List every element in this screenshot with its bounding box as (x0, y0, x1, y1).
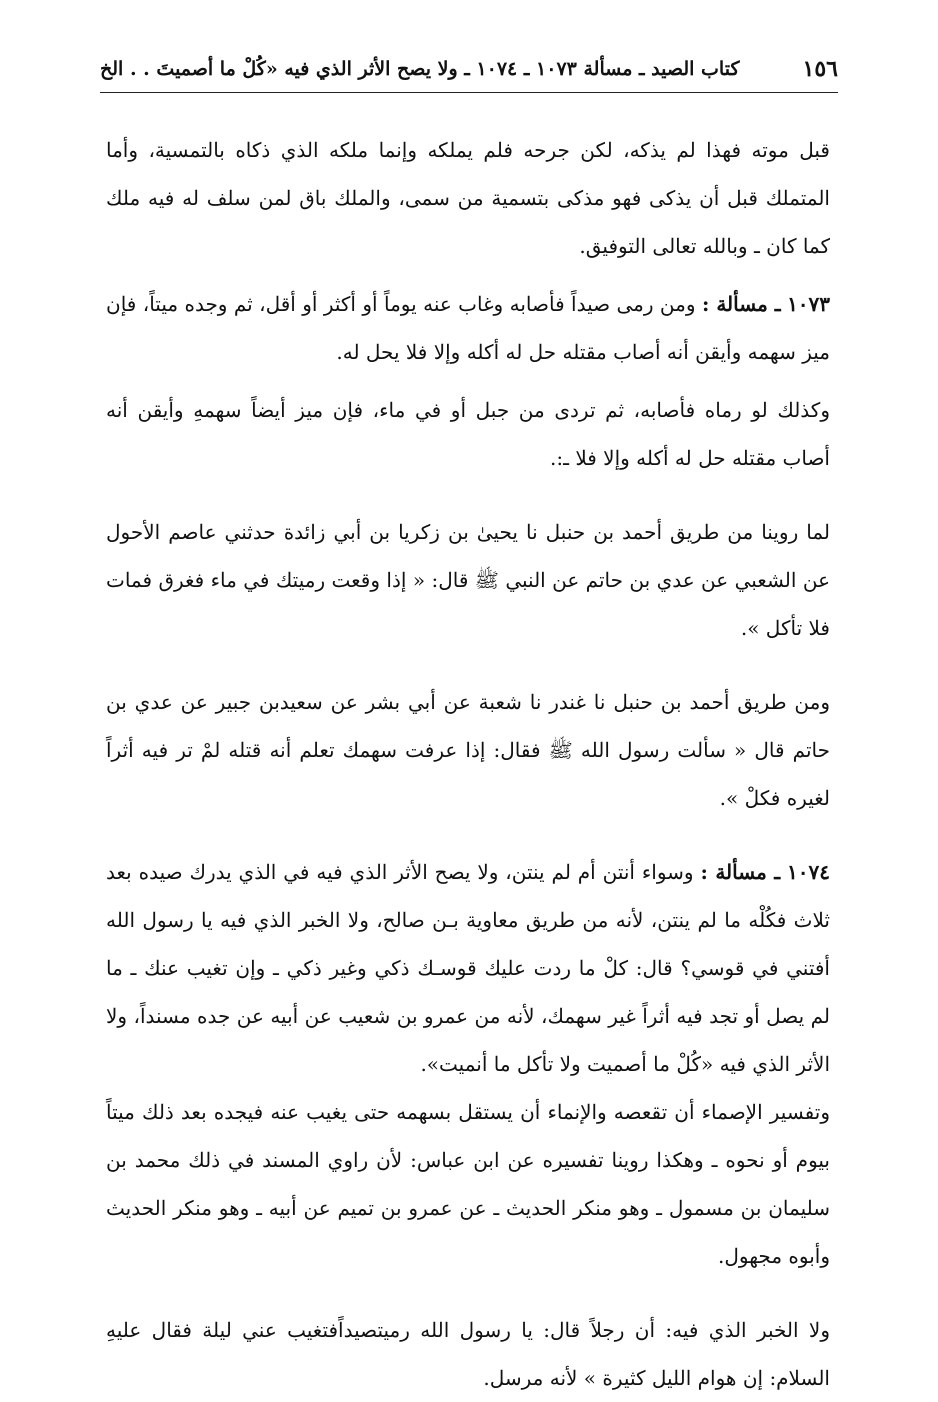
paragraph-1 (106, 126, 830, 270)
paragraph-text: وسواء أنتن أم لم ينتن، ولا يصح الأثر الذي فيه في الذي يدرك صيده بعد ثلاث فكُلْه ما لم ينتن، لأنه من طريق معاوية بـن صالح، ولا الخبر الذي فيه يا رسول الله أفتني في قوسي؟ قال: كلْ ما ردت عليك قوسـك ذكي وغير ذكي ـ وإن تغيب عنك ـ ما لم يصل أو تجد فيه أثراً غير سهمك، لأنه من عمرو بن شعيب عن أبيه عن جده مسنداً، ولا الأثر الذي فيه «كُلْ ما أصميت ولا تأكل ما أنميت». (106, 860, 831, 1076)
page-number: ١٥٦ (802, 56, 838, 82)
paragraph-text: لما روينا من طريق أحمد بن حنبل نا يحيىٰ بن زكريا بن أبي زائدة حدثني عاصم الأحول عن الشعبي عن عدي بن حاتم عن النبي ﷺ قال: « إذا وقعت رميتك في ماء فغرق فمات فلا تأكل ». (106, 520, 830, 640)
masala-1074-paragraph (106, 848, 830, 1088)
masala-1073-paragraph (106, 280, 830, 376)
paragraph-text: ومن طريق أحمد بن حنبل نا غندر نا شعبة عن أبي بشر عن سعيدبن جبير عن عدي بن حاتم قال « سألت رسول الله ﷺ فقال: إذا عرفت سهمك تعلم أنه قتله لمْ تر فيه أثراً لغيره فكلْ ». (106, 690, 830, 810)
paragraph-text: ولا الخبر الذي فيه: أن رجلاً قال: يا رسول الله رميتصيداًفتغيب عني ليلة فقال عليهِ السلام: إن هوام الليل كثيرة » لأنه مرسل. (106, 1318, 830, 1390)
paragraph-8 (106, 1306, 830, 1402)
running-header (100, 52, 838, 93)
masala-number: ١٠٧٤ (787, 860, 831, 884)
hadith-paragraph-2 (106, 678, 830, 822)
masala-label: ـ مسألة : (700, 860, 781, 884)
body-text (106, 126, 830, 1402)
hadith-paragraph-1 (106, 508, 830, 652)
paragraph-text: قبل موته فهذا لم يذكه، لكن جرحه فلم يملكه وإنما ملكه الذي ذكاه بالتمسية، وأما المتملك قبل أن يذكى فهو مذكى بتسمية من سمى، والملك باق لمن سلف له فيه ملك كما كان ـ وبالله تعالى التوفيق. (106, 138, 830, 258)
paragraph-text: وتفسير الإصماء أن تقعصه والإنماء أن يستقل بسهمه حتى يغيب عنه فيجده بعد ذلك ميتاً بيوم أو نحوه ـ وهكذا روينا تفسيره عن ابن عباس: لأن راوي المسند في ذلك محمد بن سليمان بن مسمول ـ وهو منكر الحديث ـ عن عمرو بن تميم عن أبيه ـ وهو منكر الحديث وأبوه مجهول. (106, 1100, 831, 1268)
running-title: كتاب الصيد ـ مسألة ١٠٧٣ ـ ١٠٧٤ ـ ولا يصح الأثر الذي فيه «كُلْ ما أصميتَ . . الخ (100, 58, 740, 80)
paragraph-3 (106, 386, 830, 482)
masala-number: ١٠٧٣ (787, 292, 831, 316)
masala-label: ـ مسألة : (701, 292, 781, 316)
paragraph-text: ومن رمى صيداً فأصابه وغاب عنه يوماً أو أكثر أو أقل، ثم وجده ميتاً، فإن ميز سهمه وأيقن أنه أصاب مقتله حل له أكله وإلا فلا يحل له. (106, 292, 830, 364)
paragraph-text: وكذلك لو رماه فأصابه، ثم تردى من جبل أو في ماء، فإن ميز أيضاً سهمهِ وأيقن أنه أصاب مقتله حل له أكله وإلا فلا ـ:. (106, 398, 830, 470)
paragraph-7 (106, 1088, 830, 1280)
